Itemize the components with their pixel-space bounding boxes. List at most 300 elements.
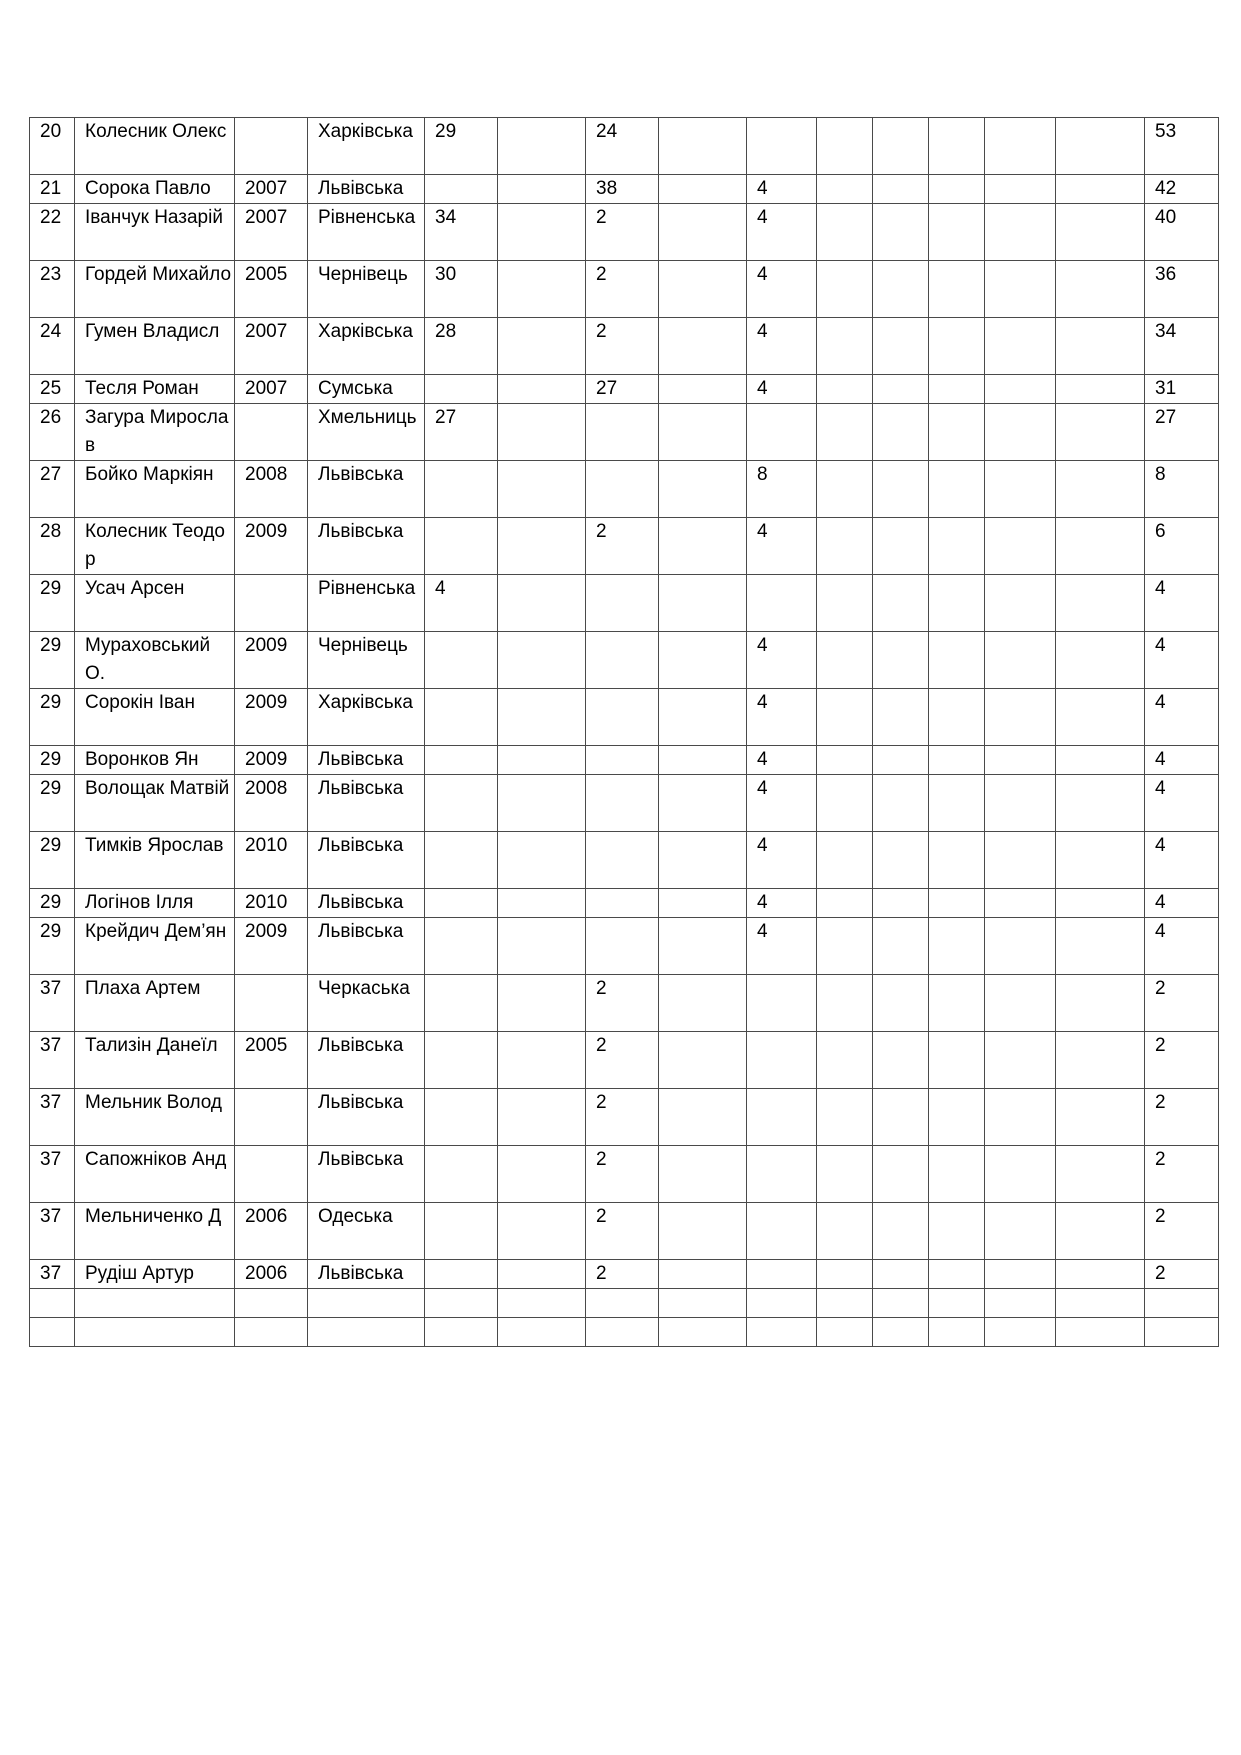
- table-row: [30, 689, 1219, 746]
- table-row: [30, 318, 1219, 375]
- stage-3-points-cell: 38: [586, 175, 659, 204]
- stage-7-points-cell: [873, 461, 929, 518]
- region-cell: Львівська: [308, 832, 425, 889]
- stage-2-points-cell: [498, 175, 586, 204]
- stage-9-points-cell: [985, 404, 1056, 461]
- stage-7-points-cell: [873, 689, 929, 746]
- stage-8-points-cell: [929, 1089, 985, 1146]
- name-cell: Іванчук Назарій: [75, 204, 235, 261]
- table-row: [30, 889, 1219, 918]
- stage-5-points-cell: 4: [747, 318, 817, 375]
- stage-1-points-cell: 34: [425, 204, 498, 261]
- stage-4-points-cell: [659, 404, 747, 461]
- total-points-cell: 4: [1145, 575, 1219, 632]
- region-cell: Хмельниць: [308, 404, 425, 461]
- stage-10-points-cell: [1056, 918, 1145, 975]
- stage-2-points-cell: [498, 918, 586, 975]
- birth-year-cell: [235, 1289, 308, 1318]
- stage-6-points-cell: [817, 518, 873, 575]
- stage-10-points-cell: [1056, 575, 1145, 632]
- stage-10-points-cell: [1056, 1032, 1145, 1089]
- birth-year-cell: 2009: [235, 632, 308, 689]
- stage-4-points-cell: [659, 832, 747, 889]
- stage-8-points-cell: [929, 1032, 985, 1089]
- stage-6-points-cell: [817, 118, 873, 175]
- stage-9-points-cell: [985, 1318, 1056, 1347]
- stage-8-points-cell: [929, 1318, 985, 1347]
- name-cell: Логінов Ілля: [75, 889, 235, 918]
- stage-1-points-cell: [425, 1260, 498, 1289]
- stage-8-points-cell: [929, 1146, 985, 1203]
- place-cell: 28: [30, 518, 75, 575]
- stage-6-points-cell: [817, 1260, 873, 1289]
- stage-2-points-cell: [498, 204, 586, 261]
- table-row: [30, 1032, 1219, 1089]
- stage-4-points-cell: [659, 1289, 747, 1318]
- stage-1-points-cell: [425, 1203, 498, 1260]
- total-points-cell: 34: [1145, 318, 1219, 375]
- birth-year-cell: [235, 1146, 308, 1203]
- region-cell: Сумська: [308, 375, 425, 404]
- stage-5-points-cell: [747, 1089, 817, 1146]
- stage-8-points-cell: [929, 204, 985, 261]
- total-points-cell: 8: [1145, 461, 1219, 518]
- table-row: [30, 975, 1219, 1032]
- stage-5-points-cell: 4: [747, 175, 817, 204]
- stage-4-points-cell: [659, 1032, 747, 1089]
- birth-year-cell: 2008: [235, 775, 308, 832]
- stage-7-points-cell: [873, 518, 929, 575]
- stage-7-points-cell: [873, 261, 929, 318]
- stage-3-points-cell: 2: [586, 1146, 659, 1203]
- stage-10-points-cell: [1056, 975, 1145, 1032]
- stage-3-points-cell: [586, 746, 659, 775]
- birth-year-cell: 2009: [235, 918, 308, 975]
- birth-year-cell: 2009: [235, 689, 308, 746]
- stage-4-points-cell: [659, 318, 747, 375]
- birth-year-cell: 2007: [235, 204, 308, 261]
- place-cell: 20: [30, 118, 75, 175]
- results-table-body: [30, 118, 1219, 1347]
- region-cell: [308, 1318, 425, 1347]
- stage-1-points-cell: [425, 518, 498, 575]
- name-cell: Мельник Волод: [75, 1089, 235, 1146]
- stage-3-points-cell: [586, 404, 659, 461]
- total-points-cell: 6: [1145, 518, 1219, 575]
- name-cell: [75, 1318, 235, 1347]
- stage-5-points-cell: [747, 575, 817, 632]
- stage-7-points-cell: [873, 1089, 929, 1146]
- stage-9-points-cell: [985, 889, 1056, 918]
- birth-year-cell: [235, 575, 308, 632]
- stage-5-points-cell: [747, 404, 817, 461]
- stage-1-points-cell: [425, 175, 498, 204]
- stage-9-points-cell: [985, 575, 1056, 632]
- table-row: [30, 404, 1219, 461]
- stage-10-points-cell: [1056, 375, 1145, 404]
- stage-5-points-cell: 4: [747, 775, 817, 832]
- stage-8-points-cell: [929, 1203, 985, 1260]
- stage-1-points-cell: [425, 1146, 498, 1203]
- name-cell: Плаха Артем: [75, 975, 235, 1032]
- stage-5-points-cell: 4: [747, 746, 817, 775]
- stage-6-points-cell: [817, 746, 873, 775]
- stage-2-points-cell: [498, 689, 586, 746]
- stage-2-points-cell: [498, 404, 586, 461]
- stage-4-points-cell: [659, 261, 747, 318]
- name-cell: Волощак Матвій: [75, 775, 235, 832]
- name-cell: Гордей Михайло: [75, 261, 235, 318]
- stage-3-points-cell: [586, 918, 659, 975]
- stage-1-points-cell: [425, 746, 498, 775]
- stage-4-points-cell: [659, 175, 747, 204]
- stage-8-points-cell: [929, 832, 985, 889]
- table-row: [30, 1146, 1219, 1203]
- stage-2-points-cell: [498, 832, 586, 889]
- birth-year-cell: 2005: [235, 1032, 308, 1089]
- table-row: [30, 1089, 1219, 1146]
- stage-2-points-cell: [498, 375, 586, 404]
- birth-year-cell: 2009: [235, 518, 308, 575]
- stage-3-points-cell: 24: [586, 118, 659, 175]
- birth-year-cell: 2007: [235, 375, 308, 404]
- total-points-cell: 4: [1145, 918, 1219, 975]
- stage-10-points-cell: [1056, 632, 1145, 689]
- stage-2-points-cell: [498, 461, 586, 518]
- stage-7-points-cell: [873, 1032, 929, 1089]
- place-cell: 37: [30, 1146, 75, 1203]
- region-cell: Харківська: [308, 118, 425, 175]
- stage-5-points-cell: [747, 1318, 817, 1347]
- stage-10-points-cell: [1056, 1318, 1145, 1347]
- total-points-cell: 4: [1145, 775, 1219, 832]
- total-points-cell: 31: [1145, 375, 1219, 404]
- table-row: [30, 375, 1219, 404]
- stage-10-points-cell: [1056, 1289, 1145, 1318]
- stage-2-points-cell: [498, 1289, 586, 1318]
- stage-7-points-cell: [873, 832, 929, 889]
- stage-10-points-cell: [1056, 775, 1145, 832]
- region-cell: Рівненська: [308, 575, 425, 632]
- stage-9-points-cell: [985, 832, 1056, 889]
- stage-8-points-cell: [929, 375, 985, 404]
- stage-9-points-cell: [985, 975, 1056, 1032]
- stage-3-points-cell: 2: [586, 1032, 659, 1089]
- total-points-cell: 4: [1145, 689, 1219, 746]
- total-points-cell: [1145, 1289, 1219, 1318]
- region-cell: Рівненська: [308, 204, 425, 261]
- stage-4-points-cell: [659, 375, 747, 404]
- stage-6-points-cell: [817, 1089, 873, 1146]
- table-row: [30, 118, 1219, 175]
- stage-3-points-cell: [586, 1289, 659, 1318]
- table-row: [30, 1203, 1219, 1260]
- stage-8-points-cell: [929, 689, 985, 746]
- stage-4-points-cell: [659, 689, 747, 746]
- place-cell: 29: [30, 832, 75, 889]
- place-cell: [30, 1289, 75, 1318]
- stage-7-points-cell: [873, 975, 929, 1032]
- stage-6-points-cell: [817, 889, 873, 918]
- stage-4-points-cell: [659, 204, 747, 261]
- stage-2-points-cell: [498, 318, 586, 375]
- table-row: [30, 1318, 1219, 1347]
- stage-4-points-cell: [659, 1089, 747, 1146]
- stage-4-points-cell: [659, 575, 747, 632]
- stage-5-points-cell: [747, 1289, 817, 1318]
- region-cell: Чернівець: [308, 632, 425, 689]
- region-cell: Львівська: [308, 175, 425, 204]
- stage-2-points-cell: [498, 1089, 586, 1146]
- name-cell: Сапожніков Анд: [75, 1146, 235, 1203]
- stage-7-points-cell: [873, 889, 929, 918]
- place-cell: 25: [30, 375, 75, 404]
- stage-10-points-cell: [1056, 746, 1145, 775]
- stage-6-points-cell: [817, 632, 873, 689]
- name-cell: Тесля Роман: [75, 375, 235, 404]
- region-cell: Львівська: [308, 1260, 425, 1289]
- stage-3-points-cell: 2: [586, 975, 659, 1032]
- stage-4-points-cell: [659, 632, 747, 689]
- stage-9-points-cell: [985, 1032, 1056, 1089]
- region-cell: Львівська: [308, 1089, 425, 1146]
- table-row: [30, 632, 1219, 689]
- stage-8-points-cell: [929, 1260, 985, 1289]
- stage-1-points-cell: [425, 832, 498, 889]
- stage-3-points-cell: [586, 832, 659, 889]
- stage-4-points-cell: [659, 918, 747, 975]
- region-cell: Львівська: [308, 746, 425, 775]
- birth-year-cell: 2008: [235, 461, 308, 518]
- stage-2-points-cell: [498, 575, 586, 632]
- stage-5-points-cell: 4: [747, 261, 817, 318]
- table-row: [30, 918, 1219, 975]
- stage-9-points-cell: [985, 518, 1056, 575]
- stage-10-points-cell: [1056, 689, 1145, 746]
- place-cell: 37: [30, 975, 75, 1032]
- stage-10-points-cell: [1056, 889, 1145, 918]
- stage-9-points-cell: [985, 746, 1056, 775]
- birth-year-cell: [235, 118, 308, 175]
- region-cell: Харківська: [308, 318, 425, 375]
- stage-1-points-cell: 30: [425, 261, 498, 318]
- total-points-cell: 2: [1145, 1146, 1219, 1203]
- birth-year-cell: [235, 975, 308, 1032]
- place-cell: 27: [30, 461, 75, 518]
- results-table: [29, 117, 1219, 1347]
- stage-7-points-cell: [873, 404, 929, 461]
- stage-1-points-cell: [425, 1318, 498, 1347]
- stage-5-points-cell: 4: [747, 889, 817, 918]
- birth-year-cell: 2009: [235, 746, 308, 775]
- stage-9-points-cell: [985, 461, 1056, 518]
- stage-6-points-cell: [817, 1289, 873, 1318]
- stage-3-points-cell: [586, 889, 659, 918]
- birth-year-cell: [235, 1318, 308, 1347]
- stage-4-points-cell: [659, 1260, 747, 1289]
- stage-2-points-cell: [498, 1032, 586, 1089]
- total-points-cell: 2: [1145, 1032, 1219, 1089]
- stage-8-points-cell: [929, 118, 985, 175]
- stage-5-points-cell: 4: [747, 518, 817, 575]
- total-points-cell: 36: [1145, 261, 1219, 318]
- stage-8-points-cell: [929, 404, 985, 461]
- region-cell: Львівська: [308, 889, 425, 918]
- stage-3-points-cell: [586, 689, 659, 746]
- stage-8-points-cell: [929, 575, 985, 632]
- name-cell: Крейдич Дем’ян: [75, 918, 235, 975]
- name-cell: Колесник Олекс: [75, 118, 235, 175]
- stage-7-points-cell: [873, 746, 929, 775]
- birth-year-cell: 2007: [235, 175, 308, 204]
- stage-8-points-cell: [929, 775, 985, 832]
- stage-7-points-cell: [873, 204, 929, 261]
- stage-9-points-cell: [985, 204, 1056, 261]
- stage-7-points-cell: [873, 1289, 929, 1318]
- place-cell: 29: [30, 775, 75, 832]
- table-row: [30, 832, 1219, 889]
- name-cell: Гумен Владисл: [75, 318, 235, 375]
- stage-7-points-cell: [873, 118, 929, 175]
- stage-6-points-cell: [817, 775, 873, 832]
- stage-3-points-cell: [586, 575, 659, 632]
- stage-9-points-cell: [985, 689, 1056, 746]
- birth-year-cell: 2010: [235, 889, 308, 918]
- stage-10-points-cell: [1056, 1089, 1145, 1146]
- stage-6-points-cell: [817, 918, 873, 975]
- total-points-cell: 4: [1145, 832, 1219, 889]
- name-cell: Рудіш Артур: [75, 1260, 235, 1289]
- stage-2-points-cell: [498, 889, 586, 918]
- stage-10-points-cell: [1056, 1260, 1145, 1289]
- stage-3-points-cell: 2: [586, 1089, 659, 1146]
- stage-10-points-cell: [1056, 318, 1145, 375]
- place-cell: 21: [30, 175, 75, 204]
- birth-year-cell: 2006: [235, 1203, 308, 1260]
- total-points-cell: 42: [1145, 175, 1219, 204]
- stage-1-points-cell: [425, 1032, 498, 1089]
- region-cell: Чернівець: [308, 261, 425, 318]
- stage-4-points-cell: [659, 746, 747, 775]
- stage-6-points-cell: [817, 404, 873, 461]
- stage-4-points-cell: [659, 775, 747, 832]
- stage-4-points-cell: [659, 461, 747, 518]
- stage-8-points-cell: [929, 261, 985, 318]
- stage-2-points-cell: [498, 975, 586, 1032]
- stage-8-points-cell: [929, 632, 985, 689]
- table-row: [30, 204, 1219, 261]
- stage-1-points-cell: 4: [425, 575, 498, 632]
- region-cell: Харківська: [308, 689, 425, 746]
- stage-6-points-cell: [817, 175, 873, 204]
- birth-year-cell: [235, 1089, 308, 1146]
- stage-2-points-cell: [498, 746, 586, 775]
- stage-5-points-cell: 8: [747, 461, 817, 518]
- place-cell: 37: [30, 1032, 75, 1089]
- stage-7-points-cell: [873, 1318, 929, 1347]
- stage-9-points-cell: [985, 1260, 1056, 1289]
- stage-6-points-cell: [817, 1032, 873, 1089]
- stage-8-points-cell: [929, 318, 985, 375]
- stage-7-points-cell: [873, 375, 929, 404]
- table-row: [30, 575, 1219, 632]
- stage-7-points-cell: [873, 918, 929, 975]
- table-row: [30, 1289, 1219, 1318]
- name-cell: Колесник Теодор: [75, 518, 235, 575]
- place-cell: 26: [30, 404, 75, 461]
- birth-year-cell: [235, 404, 308, 461]
- stage-9-points-cell: [985, 175, 1056, 204]
- stage-10-points-cell: [1056, 261, 1145, 318]
- total-points-cell: 2: [1145, 975, 1219, 1032]
- stage-1-points-cell: 27: [425, 404, 498, 461]
- stage-1-points-cell: [425, 1089, 498, 1146]
- stage-9-points-cell: [985, 632, 1056, 689]
- stage-6-points-cell: [817, 204, 873, 261]
- total-points-cell: 2: [1145, 1203, 1219, 1260]
- total-points-cell: 4: [1145, 632, 1219, 689]
- stage-10-points-cell: [1056, 204, 1145, 261]
- stage-2-points-cell: [498, 775, 586, 832]
- stage-9-points-cell: [985, 1089, 1056, 1146]
- name-cell: Тализін Данеїл: [75, 1032, 235, 1089]
- region-cell: Львівська: [308, 1032, 425, 1089]
- stage-6-points-cell: [817, 1146, 873, 1203]
- stage-6-points-cell: [817, 1203, 873, 1260]
- stage-1-points-cell: [425, 975, 498, 1032]
- name-cell: Сорока Павло: [75, 175, 235, 204]
- stage-4-points-cell: [659, 975, 747, 1032]
- stage-10-points-cell: [1056, 1146, 1145, 1203]
- region-cell: Львівська: [308, 1146, 425, 1203]
- table-row: [30, 261, 1219, 318]
- stage-10-points-cell: [1056, 832, 1145, 889]
- stage-10-points-cell: [1056, 404, 1145, 461]
- stage-5-points-cell: [747, 1260, 817, 1289]
- stage-8-points-cell: [929, 461, 985, 518]
- stage-3-points-cell: 2: [586, 1203, 659, 1260]
- total-points-cell: 4: [1145, 746, 1219, 775]
- stage-1-points-cell: [425, 632, 498, 689]
- stage-3-points-cell: 2: [586, 261, 659, 318]
- region-cell: Одеська: [308, 1203, 425, 1260]
- stage-9-points-cell: [985, 1146, 1056, 1203]
- stage-2-points-cell: [498, 518, 586, 575]
- stage-3-points-cell: [586, 775, 659, 832]
- stage-4-points-cell: [659, 889, 747, 918]
- stage-7-points-cell: [873, 1146, 929, 1203]
- stage-7-points-cell: [873, 575, 929, 632]
- stage-8-points-cell: [929, 518, 985, 575]
- stage-1-points-cell: [425, 461, 498, 518]
- total-points-cell: 2: [1145, 1260, 1219, 1289]
- place-cell: 29: [30, 918, 75, 975]
- stage-3-points-cell: 27: [586, 375, 659, 404]
- place-cell: 37: [30, 1203, 75, 1260]
- stage-5-points-cell: 4: [747, 689, 817, 746]
- stage-9-points-cell: [985, 918, 1056, 975]
- place-cell: 29: [30, 632, 75, 689]
- name-cell: Тимків Ярослав: [75, 832, 235, 889]
- total-points-cell: 4: [1145, 889, 1219, 918]
- stage-1-points-cell: [425, 689, 498, 746]
- region-cell: Львівська: [308, 518, 425, 575]
- stage-7-points-cell: [873, 632, 929, 689]
- name-cell: Воронков Ян: [75, 746, 235, 775]
- stage-5-points-cell: 4: [747, 204, 817, 261]
- stage-9-points-cell: [985, 1203, 1056, 1260]
- place-cell: [30, 1318, 75, 1347]
